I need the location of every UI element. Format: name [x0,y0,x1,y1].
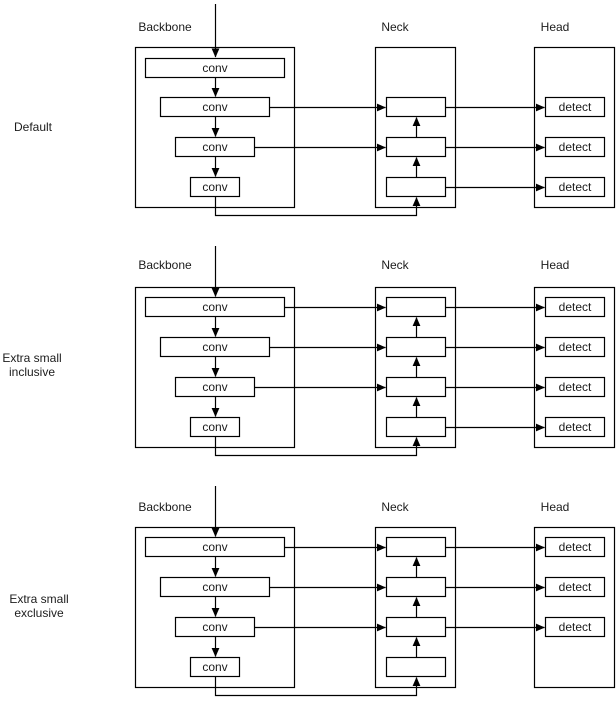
conv-block-label: conv [202,180,228,194]
backbone-column-label: Backbone [138,20,192,34]
diagram-extra-small-exclusive [9,486,614,696]
neck-block-2 [387,338,446,357]
backbone-column-label: Backbone [138,258,192,272]
neck-block-1 [387,298,446,317]
neck-block-2 [387,138,446,157]
neck-block-1 [387,538,446,557]
neck-column-label: Neck [381,258,409,272]
detect-block-label: detect [558,300,592,314]
variant-label-line2: inclusive [8,365,56,379]
neck-block-4 [387,658,446,677]
conv-block-label: conv [202,140,228,154]
variant-label: Extra small [2,351,62,365]
detect-block-label: detect [558,620,592,634]
conv-block-label: conv [202,540,228,554]
neck-column-label: Neck [381,20,409,34]
detect-block-label: detect [558,340,592,354]
detect-block-label: detect [558,580,592,594]
detect-block-label: detect [558,140,592,154]
neck-column-label: Neck [381,500,409,514]
neck-block-3 [387,618,446,637]
head-column-label: Head [540,20,570,34]
head-column-label: Head [540,258,570,272]
detect-block-label: detect [558,380,592,394]
variant-label-line2: exclusive [14,606,64,620]
conv-block-label: conv [202,300,228,314]
neck-block-3 [387,178,446,197]
conv-block-label: conv [202,380,228,394]
conv-block-label: conv [202,580,228,594]
backbone-column-label: Backbone [138,500,192,514]
conv-block-label: conv [202,660,228,674]
neck-block-3 [387,378,446,397]
conv-block-label: conv [202,61,228,75]
detect-block-label: detect [558,540,592,554]
neck-block-1 [387,98,446,117]
conv-block-label: conv [202,620,228,634]
diagram-extra-small-inclusive [2,246,614,456]
variant-label: Default [13,120,53,134]
conv-block-label: conv [202,340,228,354]
detect-block-label: detect [558,100,592,114]
neck-block-2 [387,578,446,597]
diagram-default [14,4,615,216]
head-column-label: Head [540,500,570,514]
conv-block-label: conv [202,100,228,114]
conv-block-label: conv [202,420,228,434]
variant-label: Extra small [9,592,69,606]
detect-block-label: detect [558,180,592,194]
neck-block-4 [387,418,446,437]
detect-block-label: detect [558,420,592,434]
